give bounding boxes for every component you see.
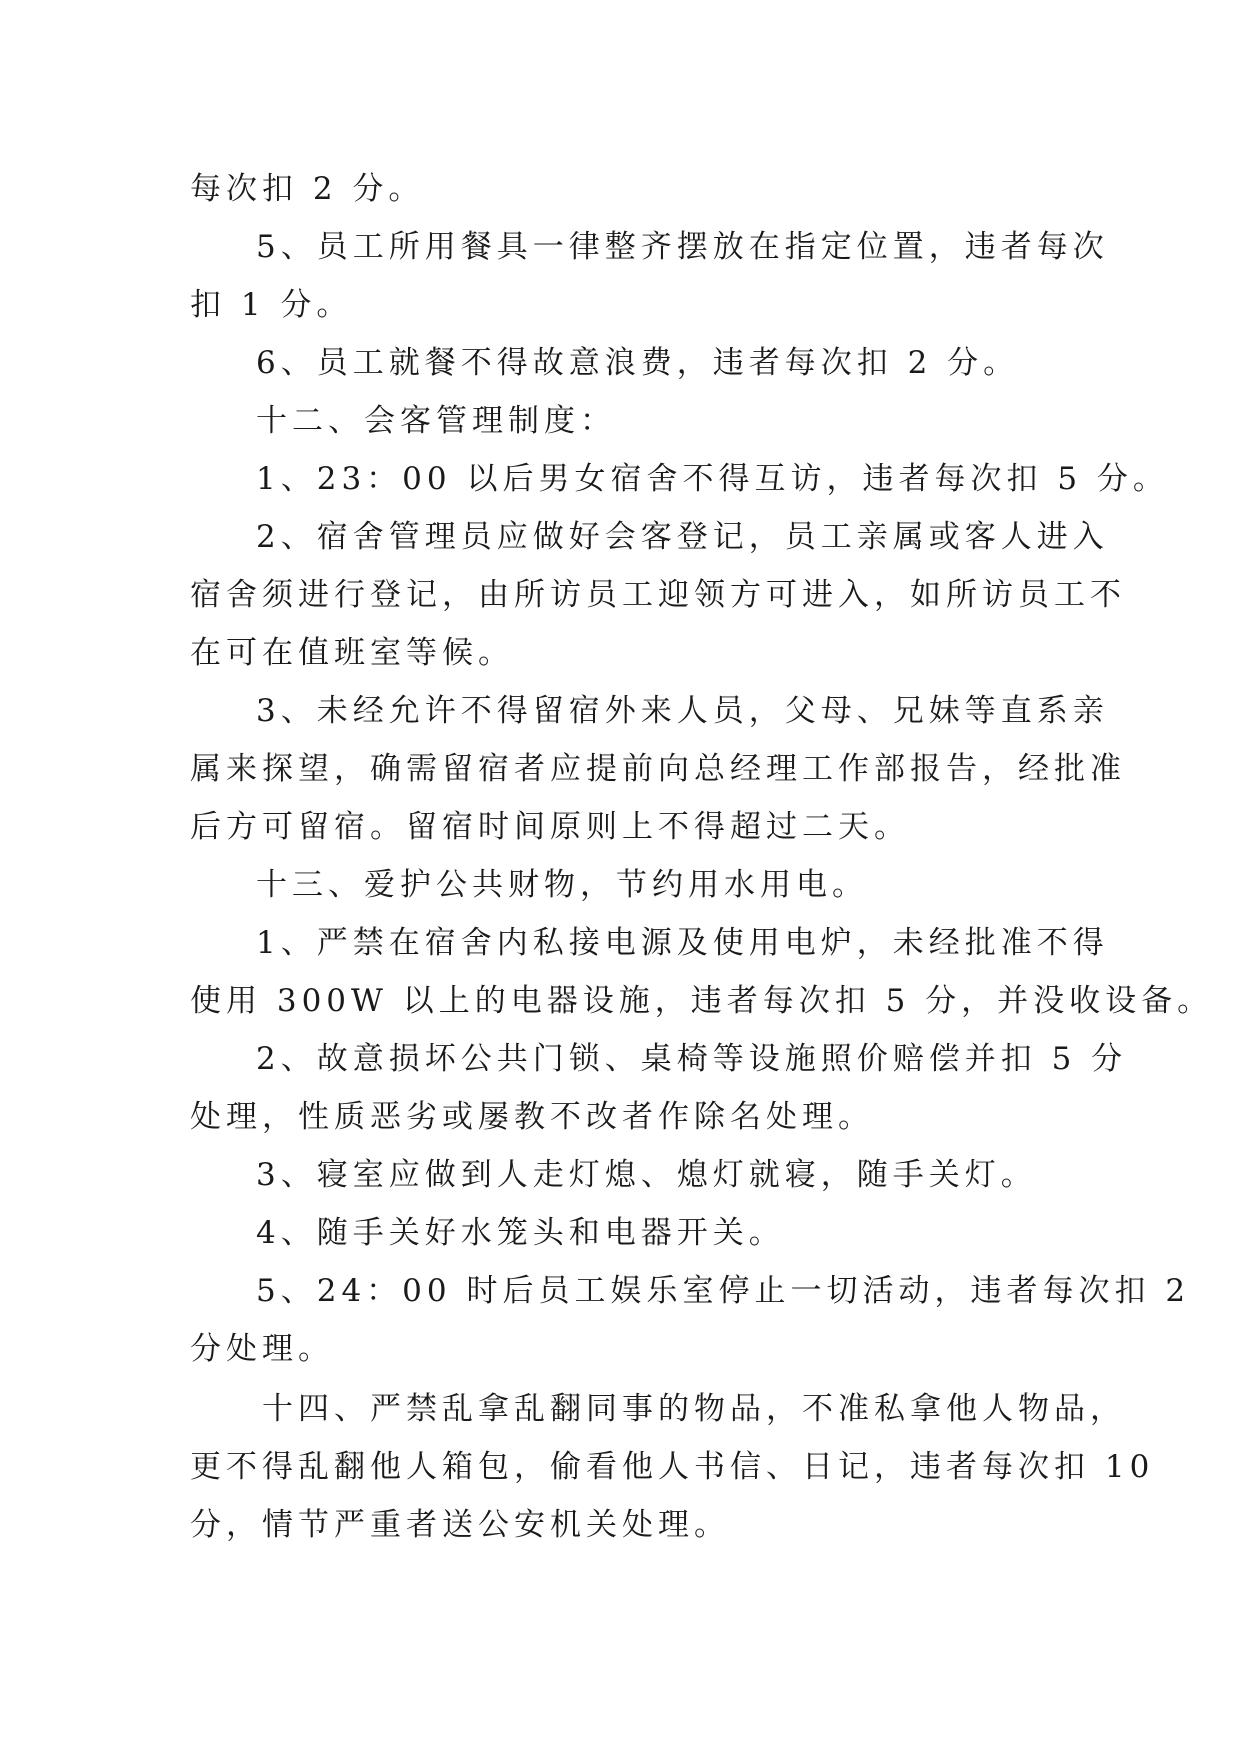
section-heading: 十二、会客管理制度：: [256, 403, 616, 439]
text-line: 1、严禁在宿舍内私接电源及使用电炉，未经批准不得: [256, 925, 1109, 961]
text-line: 5、24：00 时后员工娱乐室停止一切活动，违者每次扣 2: [256, 1273, 1191, 1309]
text-line: 1、23：00 以后男女宿舍不得互访，违者每次扣 5 分。: [256, 461, 1169, 497]
text-line: 4、随手关好水笼头和电器开关。: [256, 1215, 785, 1251]
document-body: [190, 160, 1214, 1554]
text-line: 5、员工所用餐具一律整齐摆放在指定位置，违者每次: [256, 229, 1109, 265]
text-line: 2、故意损坏公共门锁、桌椅等设施照价赔偿并扣 5 分: [256, 1041, 1128, 1077]
text-line: 每次扣 2 分。: [190, 171, 425, 207]
text-line: 3、未经允许不得留宿外来人员，父母、兄妹等直系亲: [256, 693, 1109, 729]
text-line: 后方可留宿。留宿时间原则上不得超过二天。: [190, 809, 910, 845]
text-line: 在可在值班室等候。: [190, 635, 514, 671]
text-line: 2、宿舍管理员应做好会客登记，员工亲属或客人进入: [256, 519, 1109, 555]
section-heading: 十三、爱护公共财物，节约用水用电。: [256, 867, 868, 903]
text-line: 3、寝室应做到人走灯熄、熄灯就寝，随手关灯。: [256, 1157, 1037, 1193]
text-line: 6、员工就餐不得故意浪费，违者每次扣 2 分。: [256, 345, 1020, 381]
text-line: 处理，性质恶劣或屡教不改者作除名处理。: [190, 1099, 874, 1135]
text-line: 分处理。: [190, 1331, 334, 1367]
text-line: 更不得乱翻他人箱包，偷看他人书信、日记，违者每次扣 10: [190, 1449, 1155, 1485]
text-line: 使用 300W 以上的电器设施，违者每次扣 5 分，并没收设备。: [190, 983, 1214, 1019]
text-line: 属来探望，确需留宿者应提前向总经理工作部报告，经批准: [190, 751, 1126, 787]
text-line: 分，情节严重者送公安机关处理。: [190, 1507, 730, 1543]
text-line: 扣 1 分。: [190, 287, 353, 323]
text-line: 宿舍须进行登记，由所访员工迎领方可进入，如所访员工不: [190, 577, 1126, 613]
section-heading: 十四、严禁乱拿乱翻同事的物品，不准私拿他人物品，: [262, 1391, 1126, 1427]
